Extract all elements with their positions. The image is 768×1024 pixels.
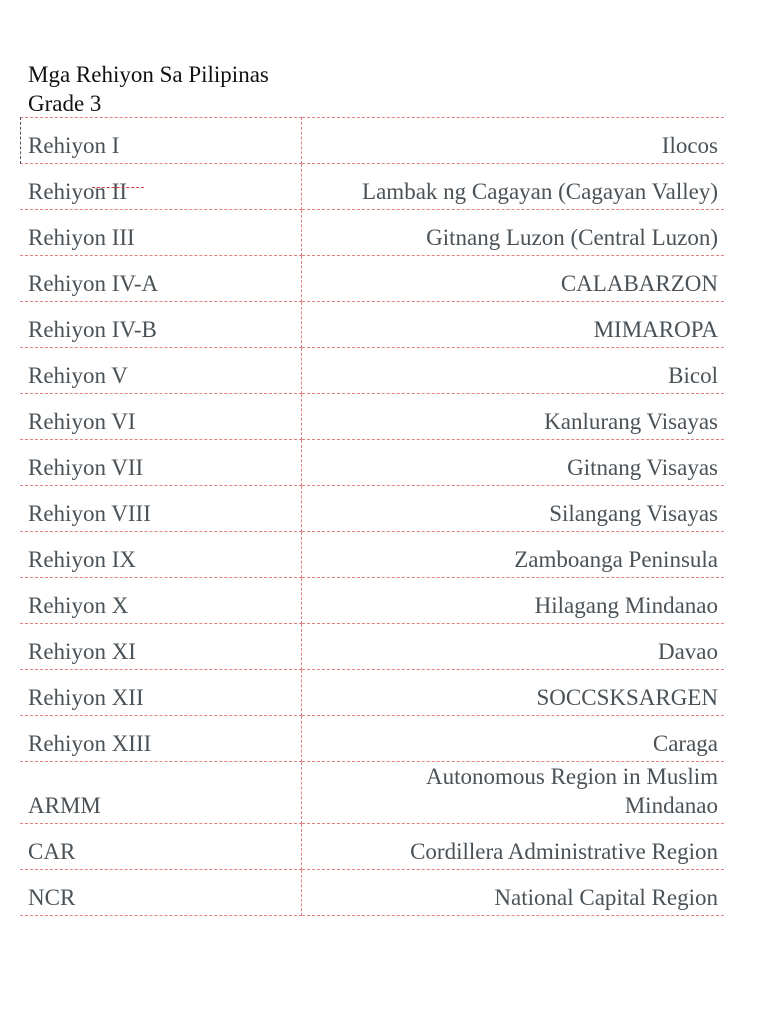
document-title: Mga Rehiyon Sa Pilipinas	[28, 62, 269, 87]
region-name-cell[interactable]: Hilagang Mindanao	[301, 578, 724, 624]
region-name-cell[interactable]: SOCCSKSARGEN	[301, 670, 724, 716]
document-heading	[28, 60, 269, 118]
region-code-cell[interactable]: Rehiyon I	[20, 118, 301, 164]
region-name-cell[interactable]: Bicol	[301, 348, 724, 394]
region-name-cell[interactable]: Lambak ng Cagayan (Cagayan Valley)	[301, 164, 724, 210]
region-name-line: Mindanao	[624, 793, 718, 818]
region-code-cell[interactable]: Rehiyon VI	[20, 394, 301, 440]
region-code-cell[interactable]: Rehiyon III	[20, 210, 301, 256]
table-row	[20, 824, 724, 870]
region-code-cell[interactable]: Rehiyon IX	[20, 532, 301, 578]
region-name-cell[interactable]: Gitnang Luzon (Central Luzon)	[301, 210, 724, 256]
document-subtitle: Grade 3	[28, 91, 102, 116]
table-row	[20, 532, 724, 578]
spellcheck-underline	[92, 187, 144, 188]
cell-selection-edge	[20, 117, 21, 164]
region-code-cell[interactable]: CAR	[20, 824, 301, 870]
table-row	[20, 716, 724, 762]
region-code-cell[interactable]: Rehiyon VIII	[20, 486, 301, 532]
table-row	[20, 670, 724, 716]
region-code-cell[interactable]: NCR	[20, 870, 301, 916]
table-row	[20, 762, 724, 824]
region-name-cell[interactable]: Zamboanga Peninsula	[301, 532, 724, 578]
region-code-cell[interactable]: Rehiyon IV-B	[20, 302, 301, 348]
region-name-cell[interactable]	[301, 762, 724, 824]
region-name-cell[interactable]: CALABARZON	[301, 256, 724, 302]
region-name-line: Autonomous Region in Muslim	[426, 764, 718, 789]
table-row	[20, 394, 724, 440]
table-row	[20, 348, 724, 394]
region-code-cell[interactable]: Rehiyon IV-A	[20, 256, 301, 302]
table-row	[20, 302, 724, 348]
region-name-cell[interactable]: Caraga	[301, 716, 724, 762]
region-code-cell[interactable]: Rehiyon VII	[20, 440, 301, 486]
region-code-cell[interactable]: Rehiyon II	[20, 164, 301, 210]
table-row	[20, 440, 724, 486]
table-row	[20, 118, 724, 164]
region-code-cell[interactable]: ARMM	[20, 762, 301, 824]
region-name-cell[interactable]: National Capital Region	[301, 870, 724, 916]
region-name-cell[interactable]: Silangang Visayas	[301, 486, 724, 532]
region-name-cell[interactable]: Ilocos	[301, 118, 724, 164]
region-code-cell[interactable]: Rehiyon XI	[20, 624, 301, 670]
table-row	[20, 624, 724, 670]
regions-table	[20, 117, 724, 916]
region-code-cell[interactable]: Rehiyon XIII	[20, 716, 301, 762]
table-row	[20, 486, 724, 532]
region-name-cell[interactable]: Gitnang Visayas	[301, 440, 724, 486]
region-name-cell[interactable]: MIMAROPA	[301, 302, 724, 348]
region-code-cell[interactable]: Rehiyon XII	[20, 670, 301, 716]
region-name-cell[interactable]: Davao	[301, 624, 724, 670]
region-code-cell[interactable]: Rehiyon X	[20, 578, 301, 624]
table-row	[20, 210, 724, 256]
table-row	[20, 256, 724, 302]
table-row	[20, 870, 724, 916]
table-row	[20, 578, 724, 624]
region-name-cell[interactable]: Cordillera Administrative Region	[301, 824, 724, 870]
region-name-cell[interactable]: Kanlurang Visayas	[301, 394, 724, 440]
region-code-cell[interactable]: Rehiyon V	[20, 348, 301, 394]
